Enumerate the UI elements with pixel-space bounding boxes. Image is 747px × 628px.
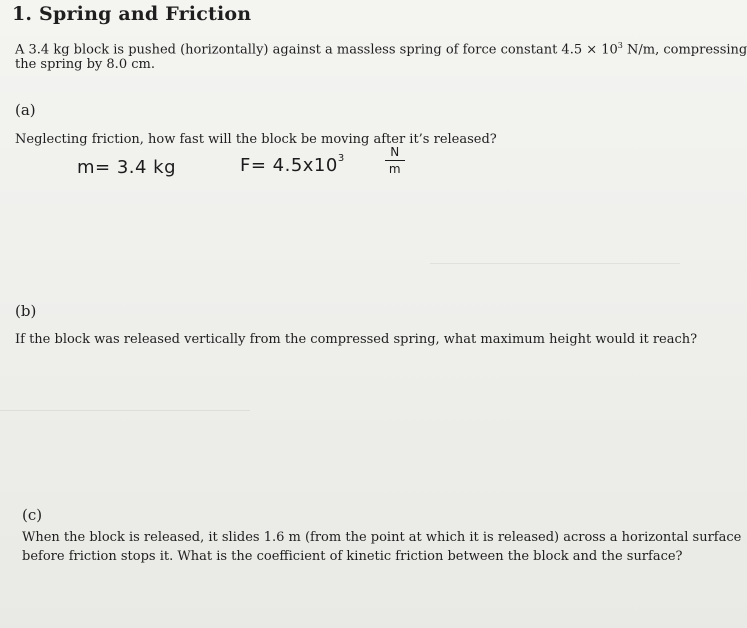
- paper-fold-line: [430, 263, 680, 264]
- handwritten-fraction-bar: [385, 160, 405, 161]
- intro-exponent: 3: [617, 41, 623, 50]
- handwritten-unit-denominator: m: [388, 162, 402, 176]
- part-c-question-line2: before friction stops it. What is the coefficient of kinetic friction between the block and the surface?: [22, 549, 683, 564]
- handwritten-force-value: F= 4.5x10: [240, 155, 338, 176]
- intro-line1: A 3.4 kg block is pushed (horizontally) against a massless spring of force constant 4.5 × 10: [15, 42, 618, 58]
- intro-line2: the spring by 8.0 cm.: [15, 57, 155, 72]
- part-b-question: If the block was released vertically from the compressed spring, what maximum height would it reach?: [15, 332, 698, 347]
- intro-line1-end: N/m, compressing: [622, 42, 747, 58]
- part-c-question-line1: When the block is released, it slides 1.6 m (from the point at which it is released) across a horizontal surface: [22, 530, 742, 545]
- part-a-label: (a): [15, 101, 36, 119]
- part-c-label: (c): [22, 506, 43, 524]
- handwritten-unit-numerator: N: [390, 145, 400, 159]
- part-b-label: (b): [15, 302, 37, 320]
- handwritten-mass: m= 3.4 kg: [77, 157, 177, 178]
- part-a-question: Neglecting friction, how fast will the block be moving after it’s released?: [15, 132, 497, 147]
- handwritten-unit: [384, 146, 406, 175]
- handwritten-force: [240, 155, 345, 176]
- paper-fold-line-2: [0, 410, 250, 411]
- handwritten-force-exponent: 3: [337, 153, 345, 164]
- problem-title: 1. Spring and Friction: [12, 3, 252, 25]
